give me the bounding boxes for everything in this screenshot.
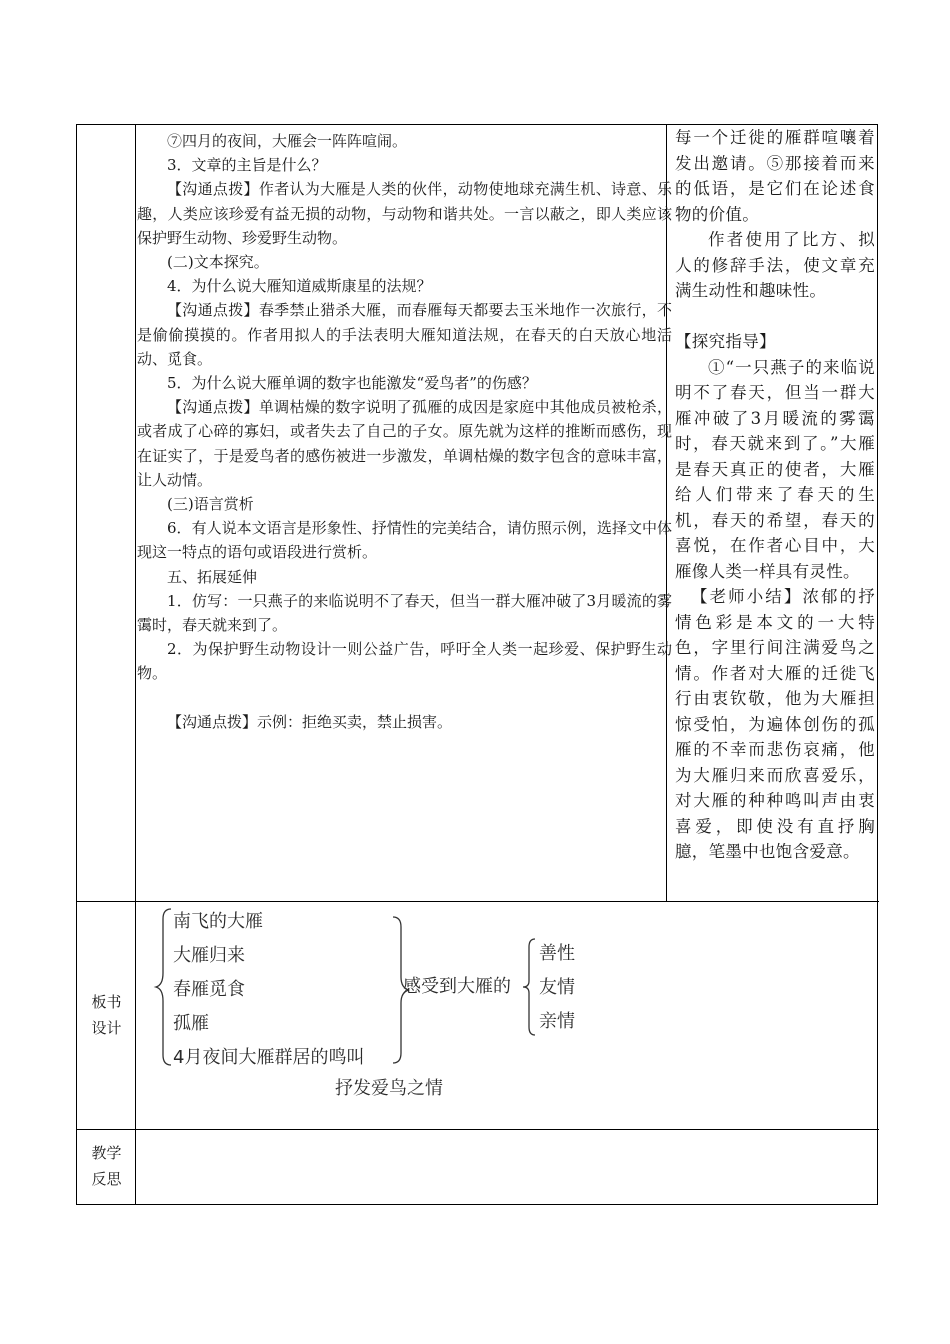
main-paragraph: 五、拓展延伸 [167,567,258,586]
main-text-cell [137,129,672,734]
main-paragraph: 6．有人说本文语言是形象性、抒情性的完美结合，请仿照示例，选择文中体现这一特点的语句或语段进行赏析。 [137,519,672,562]
notes-paragraph: 作者使用了比方、拟人的修辞手法，使文章充满生动性和趣味性。 [675,230,875,300]
board-item-4: 孤雁 [173,1013,209,1034]
board-right-list [539,937,575,1039]
main-paragraph: 4．为什么说大雁知道威斯康星的法规？ [167,277,432,296]
row-divider-2 [77,1129,879,1130]
left-brace [155,907,175,1067]
main-paragraph: 1．仿写：一只燕子的来临说明不了春天，但当一群大雁冲破了3月暖流的雾霭时，春天就来到了。 [137,591,672,635]
reflection-label-line-2: 反思 [91,1170,122,1188]
board-bottom-text: 抒发爱鸟之情 [335,1078,443,1099]
board-design-label [77,989,136,1041]
main-paragraph: 【沟通点拨】示例：拒绝买卖，禁止损害。 [167,712,453,731]
board-right-item-3: 亲情 [539,1011,575,1032]
notes-paragraph: ①“一只燕子的来临说明不了春天，但当一群大雁冲破了3月暖流的雾霭时，春天就来到了。”大雁是春天真正的使者，大雁给人们带来了春天的生机，春天的希望，春天的喜悦，在作者心目中，大雁像人类一样具有灵性。 [675,357,875,581]
notes-cell [675,125,875,865]
main-paragraph: 【沟通点拨】单调枯燥的数字说明了孤雁的成因是家庭中其他成员被枪杀，或者成了心碎的寡妇，或者失去了自己的子女。原先就为这样的推断而感伤，现在证实了，于是爱鸟者的感伤被进一步激发，单调枯燥的数字包含的意味丰富，让人动情。 [137,398,672,489]
board-left-list [173,905,364,1075]
board-middle-text: 感受到大雁的 [403,976,511,997]
main-paragraph: 5．为什么说大雁单调的数字也能激发“爱鸟者”的伤感？ [167,374,537,393]
board-item-1: 南飞的大雁 [173,911,263,932]
board-item-3: 春雁觅食 [173,979,245,1000]
notes-paragraph [675,304,875,330]
board-label-line-1: 板书 [91,993,122,1011]
board-right-item-1: 善性 [539,943,575,964]
reflection-label [77,1140,136,1192]
main-paragraph: 2．为保护野生动物设计一则公益广告，呼吁全人类一起珍爱、保护野生动物。 [137,640,672,683]
main-paragraph: 3．文章的主旨是什么？ [167,156,327,175]
board-item-2: 大雁归来 [173,945,245,966]
board-right-item-2: 友情 [539,977,575,998]
reflection-label-line-1: 教学 [91,1144,122,1162]
notes-paragraph: 【探究指导】 [675,332,776,351]
main-paragraph [137,686,672,710]
row-divider-1 [77,901,879,902]
notes-paragraph: 每一个迁徙的雁群喧嚷着发出邀请。⑤那接着而来的低语，是它们在论述食物的价值。 [675,128,875,224]
board-label-line-2: 设计 [91,1019,122,1037]
board-middle [403,970,511,1004]
board-item-5: 4月夜间大雁群居的鸣叫 [173,1047,365,1068]
main-paragraph: (三)语言赏析 [167,495,254,514]
main-paragraph: 【沟通点拨】作者认为大雁是人类的伙伴，动物使地球充满生机、诗意、乐趣，人类应该珍爱有益无损的动物，与动物和谐共处。一言以蔽之，即人类应该保护野生动物、珍爱野生动物。 [137,180,672,247]
main-paragraph: ⑦四月的夜间，大雁会一阵阵喧闹。 [167,132,408,150]
main-paragraph: (二)文本探究。 [167,253,269,272]
notes-paragraph: 【老师小结】浓郁的抒情色彩是本文的一大特色，字里行间注满爱鸟之情。作者对大雁的迁徙飞行由衷钦敬，他为大雁担惊受怕，为遍体创伤的孤雁的不幸而悲伤哀痛，他为大雁归来而欣喜爱乐，对大雁的种种鸣叫声由衷喜爱，即使没有直抒胸臆，笔墨中也饱含爱意。 [675,587,875,861]
col-divider-1 [135,125,136,1205]
board-bottom [335,1072,443,1106]
lesson-table [76,124,878,1205]
right-brace-2 [521,937,541,1037]
main-paragraph: 【沟通点拨】春季禁止猎杀大雁，而春雁每天都要去玉米地作一次旅行，不是偷偷摸摸的。作者用拟人的手法表明大雁知道法规，在春天的白天放心地活动、觅食。 [137,301,672,368]
